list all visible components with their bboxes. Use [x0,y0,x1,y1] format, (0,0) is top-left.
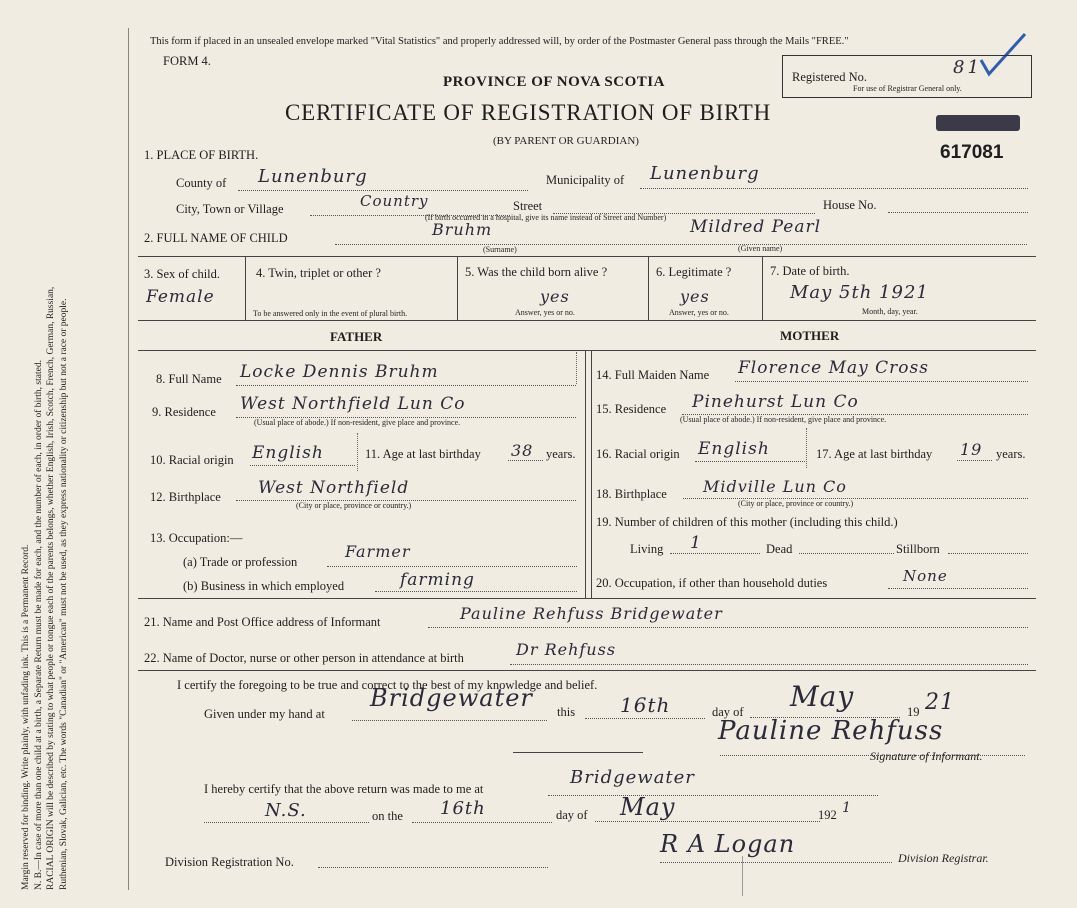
mother-name-value: Florence May Cross [738,358,929,378]
city-value: Country [360,192,429,210]
mother-birthplace-label: 18. Birthplace [596,487,667,501]
registrar-day-value: 16th [440,798,486,819]
province-title: PROVINCE OF NOVA SCOTIA [443,74,665,90]
father-racial-label: 10. Racial origin [150,453,234,467]
mother-residence-value: Pinehurst Lun Co [692,392,859,412]
division-registration-line [318,867,548,868]
father-business-label: (b) Business in which employed [183,579,345,593]
place-of-birth-heading: 1. PLACE OF BIRTH. [144,148,259,162]
sex-value: Female [146,287,215,307]
mother-racial-line [695,461,805,462]
dob-value: May 5th 1921 [790,282,929,303]
registrar-year-prefix: 192 [818,808,837,822]
fold-mark [742,856,743,896]
mother-name-line [735,381,1028,382]
margin-note-4: Ruthenian, Slovak, Galician, etc. The words "Canadian" or "American" must not be used, as they express nationality or citizenship but not a race or people. [58,298,69,890]
registrar-box [782,55,1032,98]
alive-caption: Answer, yes or no. [515,308,575,317]
mother-birthplace-value: Midville Lun Co [703,477,847,496]
certificate-subtitle: (BY PARENT OR GUARDIAN) [493,135,639,147]
twin-label: 4. Twin, triplet or other ? [256,266,381,280]
registrar-caption: Division Registrar. [898,851,989,865]
mother-occupation-line [888,588,1028,589]
registrar-certify-text: I hereby certify that the above return was made to me at [204,782,484,796]
mother-residence-label: 15. Residence [596,402,667,416]
child-name-line [335,244,1027,245]
registrar-place-line [548,795,878,796]
year-value: 21 [925,690,955,715]
father-trade-value: Farmer [345,542,411,561]
registrar-month-value: May [620,793,676,821]
street-label: Street [513,199,543,213]
children-count-label: 19. Number of children of this mother (including this child.) [596,515,898,529]
child-surname-value: Bruhm [432,220,493,239]
margin-note-1: Margin reserved for binding. Write plainly, with unfading ink. This is a Permanent Record. [21,544,31,890]
doctor-value: Dr Rehfuss [516,640,617,659]
stillborn-label: Stillborn [896,542,940,556]
rule-col-3 [648,256,649,320]
registrar-prov-value: N.S. [265,800,307,821]
mother-name-label: 14. Full Maiden Name [596,368,710,382]
given-day-value: 16th [620,693,671,717]
rule-row-bottom [138,320,1036,321]
father-name-label: 8. Full Name [156,372,222,386]
county-label: County of [176,176,227,190]
postal-note: This form if placed in an unsealed envelope marked "Vital Statistics" and properly addressed will, by order of the Postmaster General pass through the Mails "FREE." [150,36,849,47]
hospital-note: (If birth occurred in a hospital, give its name instead of Street and Number) [425,213,667,222]
division-registration-label: Division Registration No. [165,855,294,869]
father-racial-value: English [252,443,324,463]
rule-row-top [138,256,1036,257]
legitimate-label: 6. Legitimate ? [656,265,732,279]
given-month-value: May [790,680,855,713]
registrar-signature-line [660,862,892,863]
municipality-label: Municipality of [546,173,625,187]
informant-label: 21. Name and Post Office address of Informant [144,615,381,629]
father-age-label: 11. Age at last birthday [365,447,481,461]
mother-occupation-label: 20. Occupation, if other than household duties [596,576,828,590]
rule-parents-top [138,350,1036,351]
registrar-place-value: Bridgewater [570,767,695,788]
father-residence-caption: (Usual place of abode.) If non-resident, give place and province. [254,418,461,427]
mother-years-label: years. [996,447,1026,461]
mother-residence-caption: (Usual place of abode.) If non-resident, give place and province. [680,415,887,424]
stillborn-line [948,553,1028,554]
informant-value: Pauline Rehfuss Bridgewater [460,604,723,623]
father-racial-line [250,465,355,466]
living-line [670,553,760,554]
child-name-label: 2. FULL NAME OF CHILD [144,231,288,245]
dead-line [799,553,894,554]
father-birthplace-caption: (City or place, province or country.) [296,501,412,510]
certify-text: I certify the foregoing to be true and correct to the best of my knowledge and belief. [177,678,598,692]
separator-rule [513,752,643,753]
father-name-line [236,385,576,386]
registered-label: Registered No. [792,70,867,84]
mother-birthplace-caption: (City or place, province or country.) [738,499,854,508]
municipality-line [640,188,1028,189]
county-value: Lunenburg [258,166,368,187]
legitimate-value: yes [680,287,710,306]
municipality-value: Lunenburg [650,163,760,184]
father-trade-label: (a) Trade or profession [183,555,298,569]
registrar-day-line [412,822,552,823]
given-day-line [585,718,705,719]
this-label: this [557,705,576,719]
surname-caption: (Surname) [483,245,517,254]
informant-line [428,627,1028,628]
father-racial-cell [357,433,358,471]
binding-margin-line [128,28,129,890]
rule-parents-divider [585,350,586,598]
mother-birthplace-line [683,498,1028,499]
alive-value: yes [540,287,570,306]
redaction-scribble [936,115,1020,131]
father-name-cell [576,352,577,384]
given-label: Given under my hand at [204,707,325,721]
child-given-value: Mildred Pearl [690,217,822,237]
certificate-number: 617081 [940,142,1004,163]
father-age-value: 38 [511,441,534,460]
father-age-line [508,460,543,461]
father-residence-label: 9. Residence [152,405,216,419]
rule-col-2 [457,256,458,320]
legitimate-caption: Answer, yes or no. [669,308,729,317]
informant-signature: Pauline Rehfuss [718,716,944,746]
registrar-day-of-label: day of [556,808,588,822]
father-occupation-label: 13. Occupation:— [150,531,243,545]
dob-label: 7. Date of birth. [770,264,850,278]
registrar-note: For use of Registrar General only. [853,84,962,93]
on-the-label: on the [372,809,403,823]
certificate-title: CERTIFICATE OF REGISTRATION OF BIRTH [285,100,772,125]
rule-parents-bottom [138,598,1036,599]
rule-informant-bottom [138,670,1036,671]
registrar-signature: R A Logan [660,830,796,858]
doctor-label: 22. Name of Doctor, nurse or other person in attendance at birth [144,651,464,665]
father-birthplace-value: West Northfield [258,478,410,498]
father-business-line [375,591,577,592]
signature-caption: Signature of Informant. [870,749,983,763]
margin-note-2: N. B.—In case of more than one child at a birth, a Separate Return must be made for each, and the number of each, in order of birth, stated. [33,360,44,890]
alive-label: 5. Was the child born alive ? [465,265,608,279]
mother-racial-label: 16. Racial origin [596,447,680,461]
father-years-label: years. [546,447,576,461]
given-caption: (Given name) [738,244,783,253]
dead-label: Dead [766,542,793,556]
doctor-line [510,664,1028,665]
living-label: Living [630,542,664,556]
registrar-prov-line [204,822,369,823]
county-line [238,190,528,191]
house-line [888,212,1028,213]
father-residence-value: West Northfield Lun Co [240,394,466,414]
day-of-label: day of [712,705,744,719]
mother-racial-value: English [698,439,770,459]
father-heading: FATHER [330,329,383,344]
mother-racial-cell [806,428,807,468]
twin-note: To be answered only in the event of plural birth. [253,309,408,318]
father-name-value: Locke Dennis Bruhm [240,362,439,382]
mother-age-label: 17. Age at last birthday [816,447,933,461]
father-business-value: farming [400,570,475,590]
father-birthplace-label: 12. Birthplace [150,490,221,504]
mother-age-value: 19 [960,440,983,459]
margin-notes [20,10,130,890]
rule-col-1 [245,256,246,320]
margin-note-3: RACIAL ORIGIN will be described by stating to what people or tongue each of the parents belongs, whether English, Irish, Scotch, French, German, Russian, [46,286,56,890]
father-trade-line [327,566,577,567]
registered-value: 81 [953,57,982,78]
year-prefix: 19 [907,705,920,719]
dob-caption: Month, day, year. [862,307,918,316]
given-place-line [352,720,547,721]
city-label: City, Town or Village [176,202,284,216]
registrar-month-line [595,821,820,822]
mother-age-line [957,460,992,461]
living-value: 1 [690,533,702,553]
house-label: House No. [823,198,877,212]
registrar-year-value: 1 [842,800,852,816]
rule-col-4 [762,256,763,320]
given-place-value: Bridgewater [370,684,533,712]
mother-heading: MOTHER [780,328,840,343]
sex-label: 3. Sex of child. [144,267,221,281]
mother-occupation-value: None [903,567,948,585]
rule-parents-divider-2 [591,350,592,598]
form-number: FORM 4. [163,54,211,68]
